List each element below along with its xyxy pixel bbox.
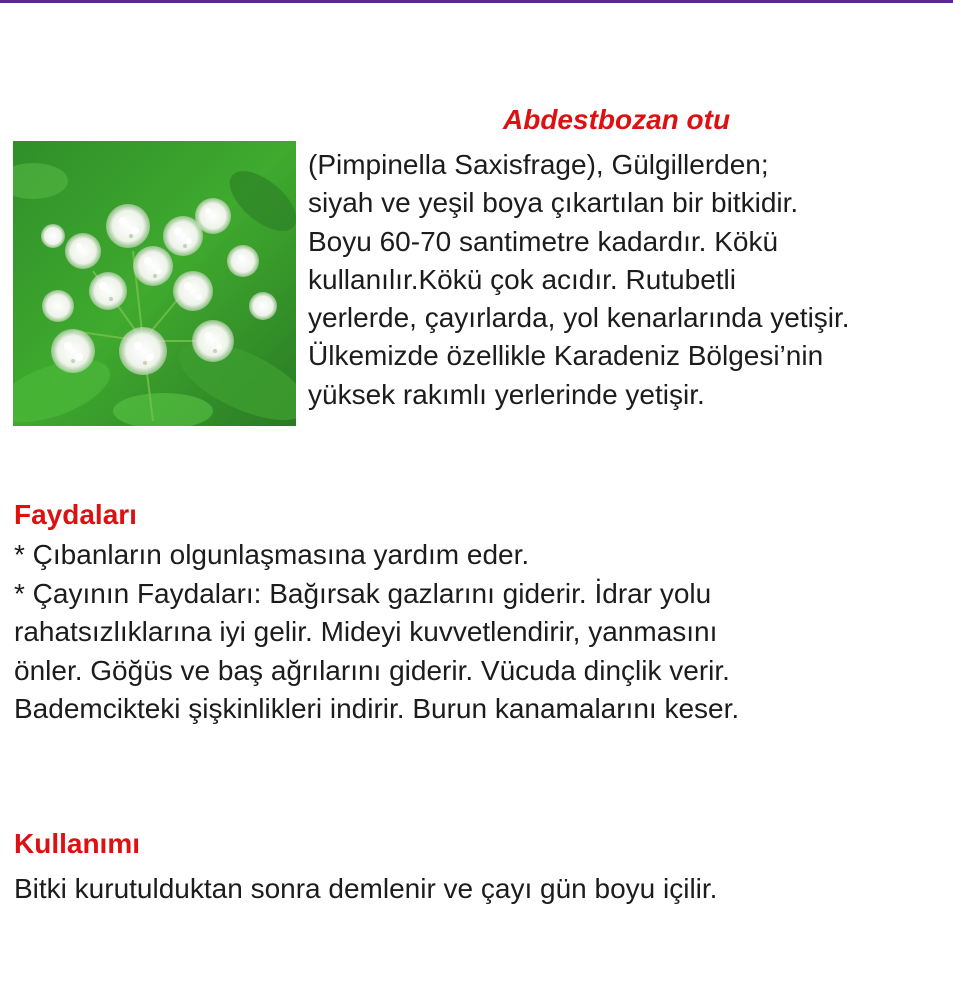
plant-photo (13, 141, 296, 426)
usage-text (14, 870, 949, 909)
description-line: Ülkemizde özellikle Karadeniz Bölgesi’nin (308, 340, 824, 372)
benefits-line: * Çayının Faydaları: Bağırsak gazlarını giderir. İdrar yolu (14, 577, 712, 609)
benefits-text (14, 536, 949, 729)
article-title: Abdestbozan otu (503, 104, 731, 135)
usage-line: Bitki kurutulduktan sonra demlenir ve çayı gün boyu içilir. (14, 873, 718, 904)
top-accent-line (0, 0, 953, 3)
benefits-line: rahatsızlıklarına iyi gelir. Mideyi kuvvetlendirir, yanmasını (14, 616, 718, 648)
article-description (308, 146, 948, 414)
description-line: (Pimpinella Saxisfrage), Gülgillerden; (308, 149, 769, 180)
benefits-line: * Çıbanların olgunlaşmasına yardım eder. (14, 539, 530, 570)
description-line: yerlerde, çayırlarda, yol kenarlarında yetişir. (308, 302, 850, 334)
benefits-heading: Faydaları (14, 499, 137, 530)
benefits-line: Bademcikteki şişkinlikleri indirir. Burun kanamalarını keser. (14, 693, 740, 725)
description-line: yüksek rakımlı yerlerinde yetişir. (308, 378, 705, 410)
usage-heading: Kullanımı (14, 828, 141, 859)
description-line: siyah ve yeşil boya çıkartılan bir bitkidir. (308, 187, 799, 219)
description-line: kullanılır.Kökü çok acıdır. Rutubetli (308, 263, 736, 295)
description-line: Boyu 60-70 santimetre kadardır. Kökü (308, 225, 779, 257)
benefits-line: önler. Göğüs ve baş ağrılarını giderir. Vücuda dinçlik verir. (14, 654, 730, 686)
